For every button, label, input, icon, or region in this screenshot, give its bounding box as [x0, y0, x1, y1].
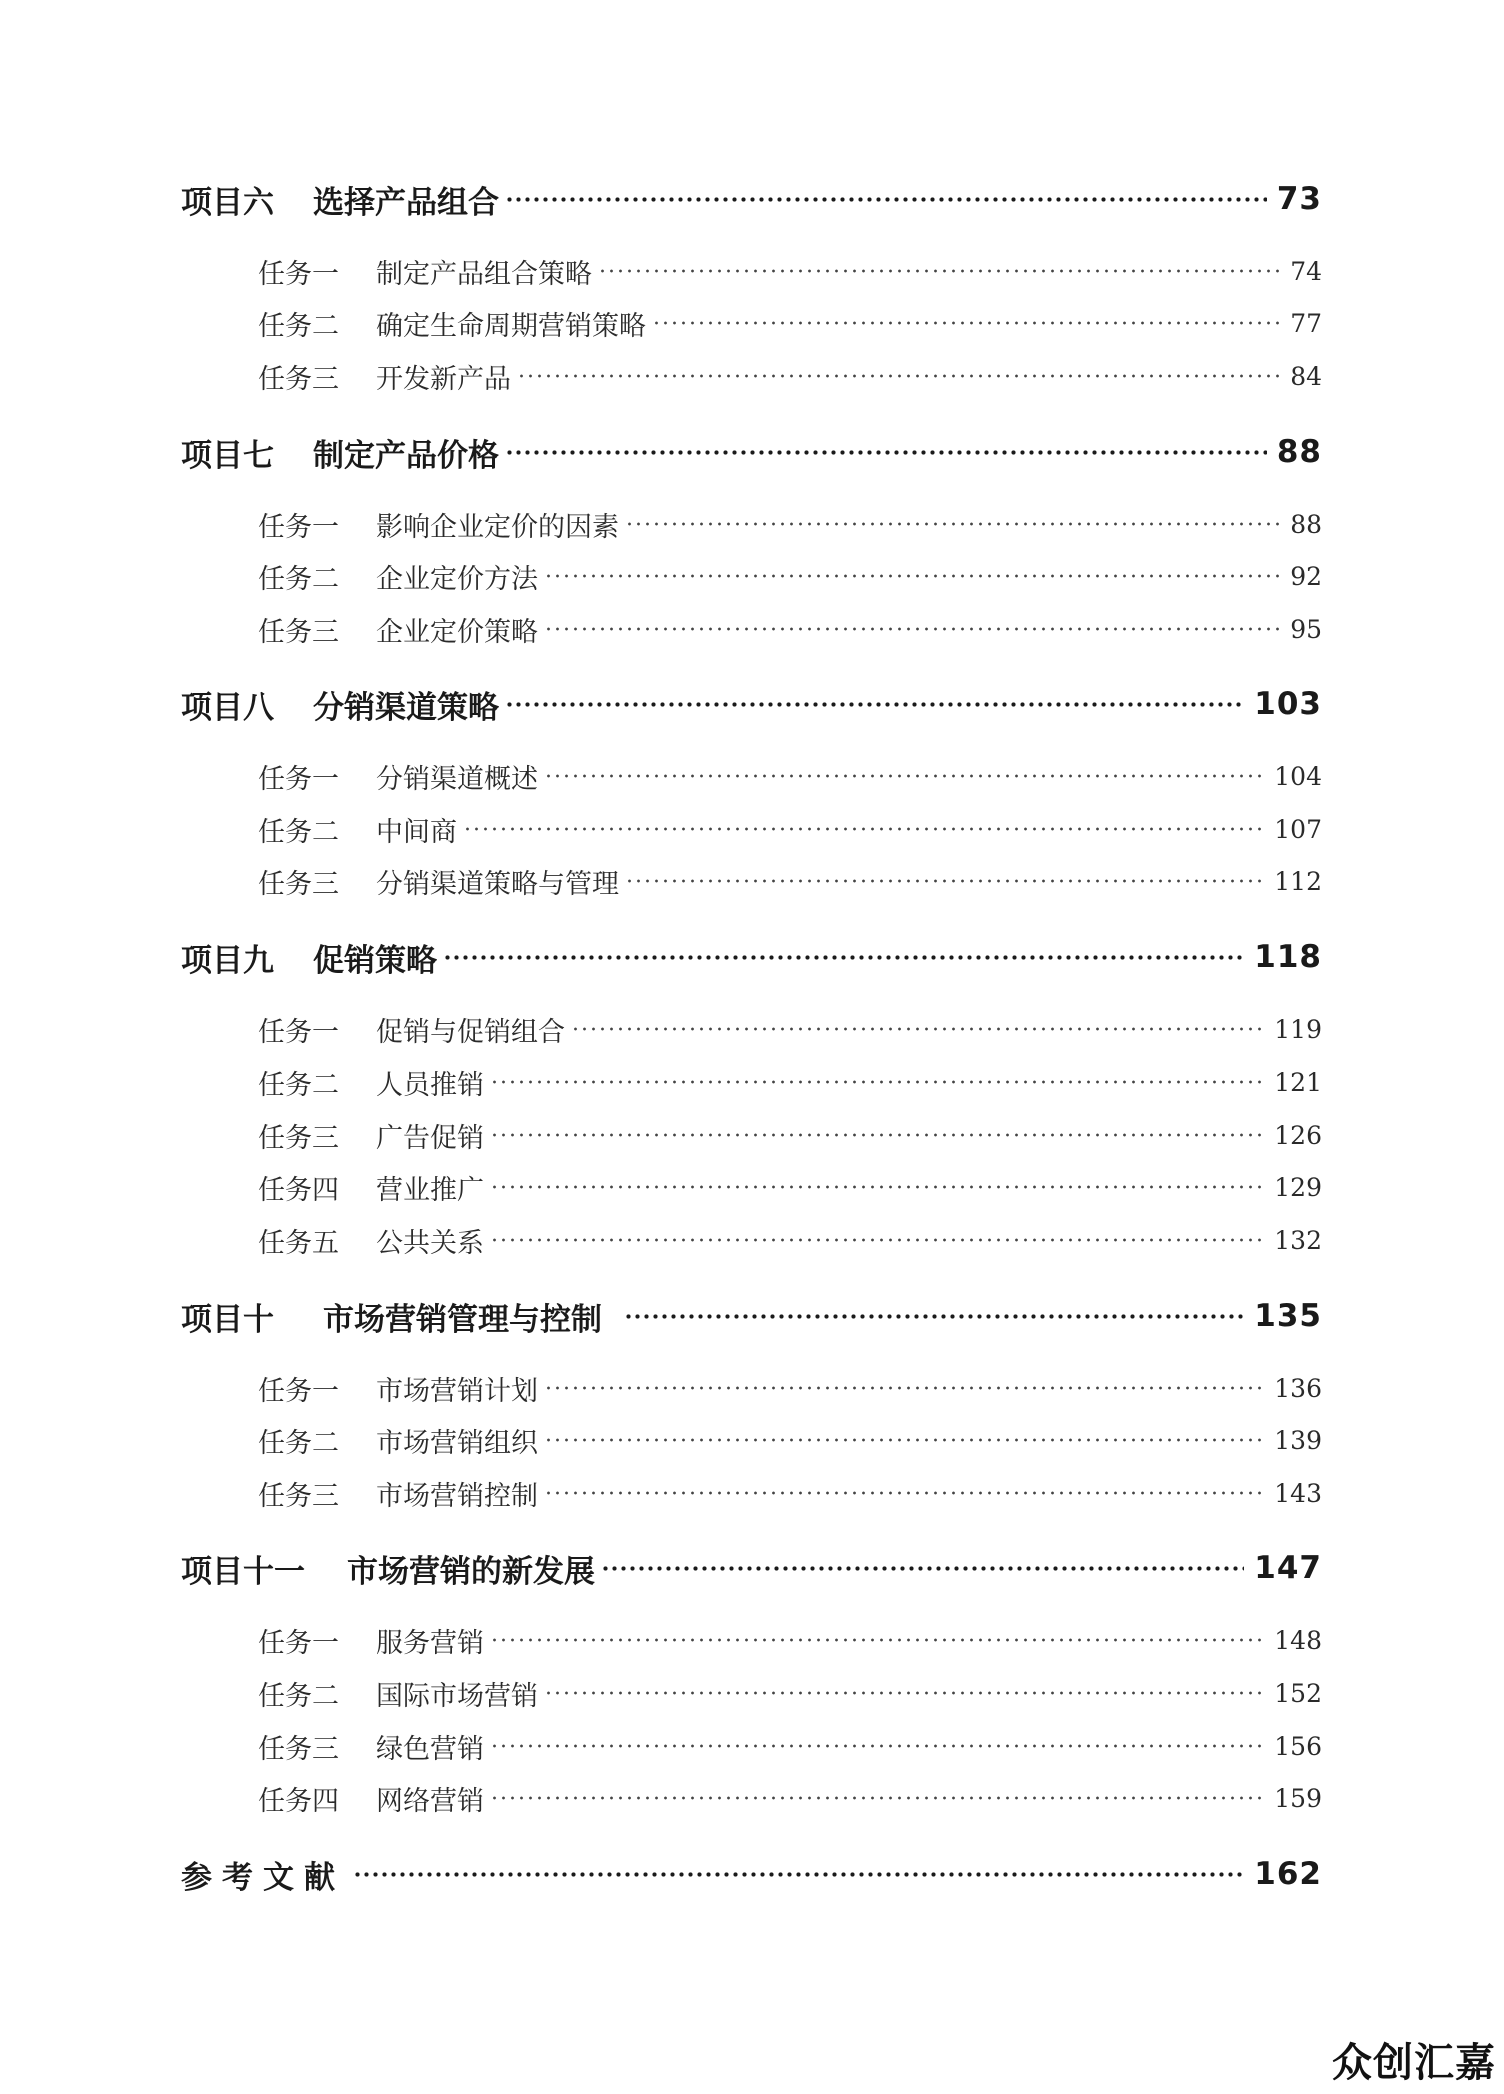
- task-title: 公共关系: [376, 1227, 484, 1259]
- task-page: 148: [1274, 1625, 1322, 1655]
- chapter-page: 118: [1254, 939, 1322, 975]
- leader-dots: [544, 574, 1280, 578]
- task-page: 77: [1290, 308, 1322, 338]
- task-title: 企业定价策略: [376, 616, 538, 648]
- task-number: 任务一: [258, 258, 339, 290]
- task-title: 服务营销: [376, 1627, 484, 1659]
- task-page: 84: [1290, 361, 1322, 391]
- toc-chapter-11: [181, 1546, 1322, 1590]
- leader-dots: [544, 1491, 1264, 1495]
- task-page: 92: [1290, 561, 1322, 591]
- leader-dots: [544, 1386, 1264, 1390]
- chapter-number: 项目十一: [181, 1553, 305, 1590]
- task-number: 任务四: [258, 1785, 339, 1817]
- task-title: 中间商: [376, 816, 457, 848]
- task-title: 企业定价方法: [376, 563, 538, 595]
- task-number: 任务一: [258, 1375, 339, 1407]
- chapter-title: 制定产品价格: [313, 437, 499, 474]
- task-title: 营业推广: [376, 1174, 484, 1206]
- toc-task: [258, 251, 1322, 291]
- toc-task: [258, 1062, 1322, 1102]
- leader-dots: [490, 1080, 1264, 1084]
- task-page: 121: [1274, 1067, 1322, 1097]
- leader-dots: [490, 1638, 1264, 1642]
- task-title: 市场营销计划: [376, 1375, 538, 1407]
- toc-task: [258, 809, 1322, 849]
- leader-dots: [652, 321, 1280, 325]
- leader-dots: [544, 627, 1280, 631]
- task-page: 88: [1290, 509, 1322, 539]
- task-page: 132: [1274, 1225, 1322, 1255]
- toc-task: [258, 1115, 1322, 1155]
- task-number: 任务三: [258, 1122, 339, 1154]
- references-page: 162: [1254, 1856, 1322, 1892]
- leader-dots: [571, 1027, 1264, 1031]
- task-page: 143: [1274, 1478, 1322, 1508]
- leader-dots: [544, 1438, 1264, 1442]
- leader-dots: [505, 702, 1244, 707]
- references-title: 参考文献: [181, 1859, 345, 1896]
- task-title: 分销渠道概述: [376, 763, 538, 795]
- toc-task: [258, 861, 1322, 901]
- toc-task: [258, 504, 1322, 544]
- task-title: 分销渠道策略与管理: [376, 868, 619, 900]
- task-number: 任务三: [258, 868, 339, 900]
- toc-chapter-9: [181, 935, 1322, 979]
- chapter-title: 市场营销管理与控制: [323, 1301, 602, 1338]
- task-page: 104: [1274, 761, 1322, 791]
- task-title: 人员推销: [376, 1069, 484, 1101]
- toc-references: [181, 1852, 1322, 1896]
- leader-dots: [517, 374, 1280, 378]
- task-number: 任务二: [258, 816, 339, 848]
- chapter-number: 项目八: [181, 689, 274, 726]
- task-page: 152: [1274, 1678, 1322, 1708]
- task-page: 159: [1274, 1783, 1322, 1813]
- chapter-page: 135: [1254, 1298, 1322, 1334]
- task-number: 任务三: [258, 363, 339, 395]
- task-title: 促销与促销组合: [376, 1016, 565, 1048]
- leader-dots: [505, 450, 1267, 455]
- leader-dots: [490, 1744, 1264, 1748]
- task-number: 任务二: [258, 1680, 339, 1712]
- leader-dots: [544, 1691, 1264, 1695]
- toc-chapter-7: [181, 430, 1322, 474]
- task-page: 107: [1274, 814, 1322, 844]
- task-title: 市场营销组织: [376, 1427, 538, 1459]
- task-title: 制定产品组合策略: [376, 258, 592, 290]
- task-number: 任务二: [258, 1427, 339, 1459]
- toc-task: [258, 1620, 1322, 1660]
- toc-task: [258, 1009, 1322, 1049]
- task-title: 广告促销: [376, 1122, 484, 1154]
- toc-task: [258, 1420, 1322, 1460]
- task-title: 开发新产品: [376, 363, 511, 395]
- toc-task: [258, 556, 1322, 596]
- toc-task: [258, 303, 1322, 343]
- task-number: 任务四: [258, 1174, 339, 1206]
- toc-task: [258, 756, 1322, 796]
- leader-dots: [443, 955, 1244, 960]
- task-number: 任务一: [258, 1627, 339, 1659]
- task-number: 任务一: [258, 1016, 339, 1048]
- toc-task: [258, 1220, 1322, 1260]
- task-title: 确定生命周期营销策略: [376, 310, 646, 342]
- toc-task: [258, 1473, 1322, 1513]
- chapter-number: 项目十: [181, 1301, 274, 1338]
- leader-dots: [490, 1185, 1264, 1189]
- chapter-page: 147: [1254, 1550, 1322, 1586]
- toc-chapter-6: [181, 177, 1322, 221]
- toc-task: [258, 1368, 1322, 1408]
- task-page: 129: [1274, 1172, 1322, 1202]
- leader-dots: [353, 1872, 1244, 1877]
- task-number: 任务二: [258, 310, 339, 342]
- chapter-page: 73: [1276, 181, 1322, 217]
- task-page: 136: [1274, 1373, 1322, 1403]
- task-number: 任务三: [258, 1480, 339, 1512]
- leader-dots: [490, 1238, 1264, 1242]
- toc-task: [258, 1167, 1322, 1207]
- toc-chapter-10: [181, 1294, 1322, 1338]
- task-page: 156: [1274, 1731, 1322, 1761]
- leader-dots: [601, 1566, 1244, 1571]
- leader-dots: [624, 1314, 1244, 1319]
- chapter-number: 项目七: [181, 437, 274, 474]
- task-page: 112: [1274, 866, 1322, 896]
- toc-chapter-8: [181, 682, 1322, 726]
- chapter-number: 项目九: [181, 942, 274, 979]
- leader-dots: [490, 1133, 1264, 1137]
- chapter-title: 选择产品组合: [313, 184, 499, 221]
- task-number: 任务三: [258, 1733, 339, 1765]
- toc-task: [258, 1778, 1322, 1818]
- toc-task: [258, 609, 1322, 649]
- leader-dots: [490, 1796, 1264, 1800]
- chapter-title: 市场营销的新发展: [347, 1553, 595, 1590]
- toc-task: [258, 1673, 1322, 1713]
- leader-dots: [505, 197, 1267, 202]
- task-title: 影响企业定价的因素: [376, 511, 619, 543]
- chapter-title: 分销渠道策略: [313, 689, 499, 726]
- toc-task: [258, 356, 1322, 396]
- task-page: 139: [1274, 1425, 1322, 1455]
- task-number: 任务一: [258, 511, 339, 543]
- leader-dots: [598, 269, 1280, 273]
- task-number: 任务二: [258, 1069, 339, 1101]
- watermark-logo: 众创汇嘉: [1332, 2040, 1496, 2086]
- task-title: 市场营销控制: [376, 1480, 538, 1512]
- task-number: 任务三: [258, 616, 339, 648]
- task-page: 126: [1274, 1120, 1322, 1150]
- toc-task: [258, 1726, 1322, 1766]
- leader-dots: [625, 522, 1280, 526]
- chapter-number: 项目六: [181, 184, 274, 221]
- leader-dots: [463, 827, 1264, 831]
- task-number: 任务一: [258, 763, 339, 795]
- leader-dots: [625, 879, 1264, 883]
- task-title: 国际市场营销: [376, 1680, 538, 1712]
- task-title: 绿色营销: [376, 1733, 484, 1765]
- task-number: 任务二: [258, 563, 339, 595]
- task-title: 网络营销: [376, 1785, 484, 1817]
- task-page: 119: [1274, 1014, 1322, 1044]
- task-page: 74: [1290, 256, 1322, 286]
- chapter-page: 103: [1254, 686, 1322, 722]
- chapter-page: 88: [1276, 434, 1322, 470]
- task-number: 任务五: [258, 1227, 339, 1259]
- task-page: 95: [1290, 614, 1322, 644]
- chapter-title: 促销策略: [313, 942, 437, 979]
- leader-dots: [544, 774, 1264, 778]
